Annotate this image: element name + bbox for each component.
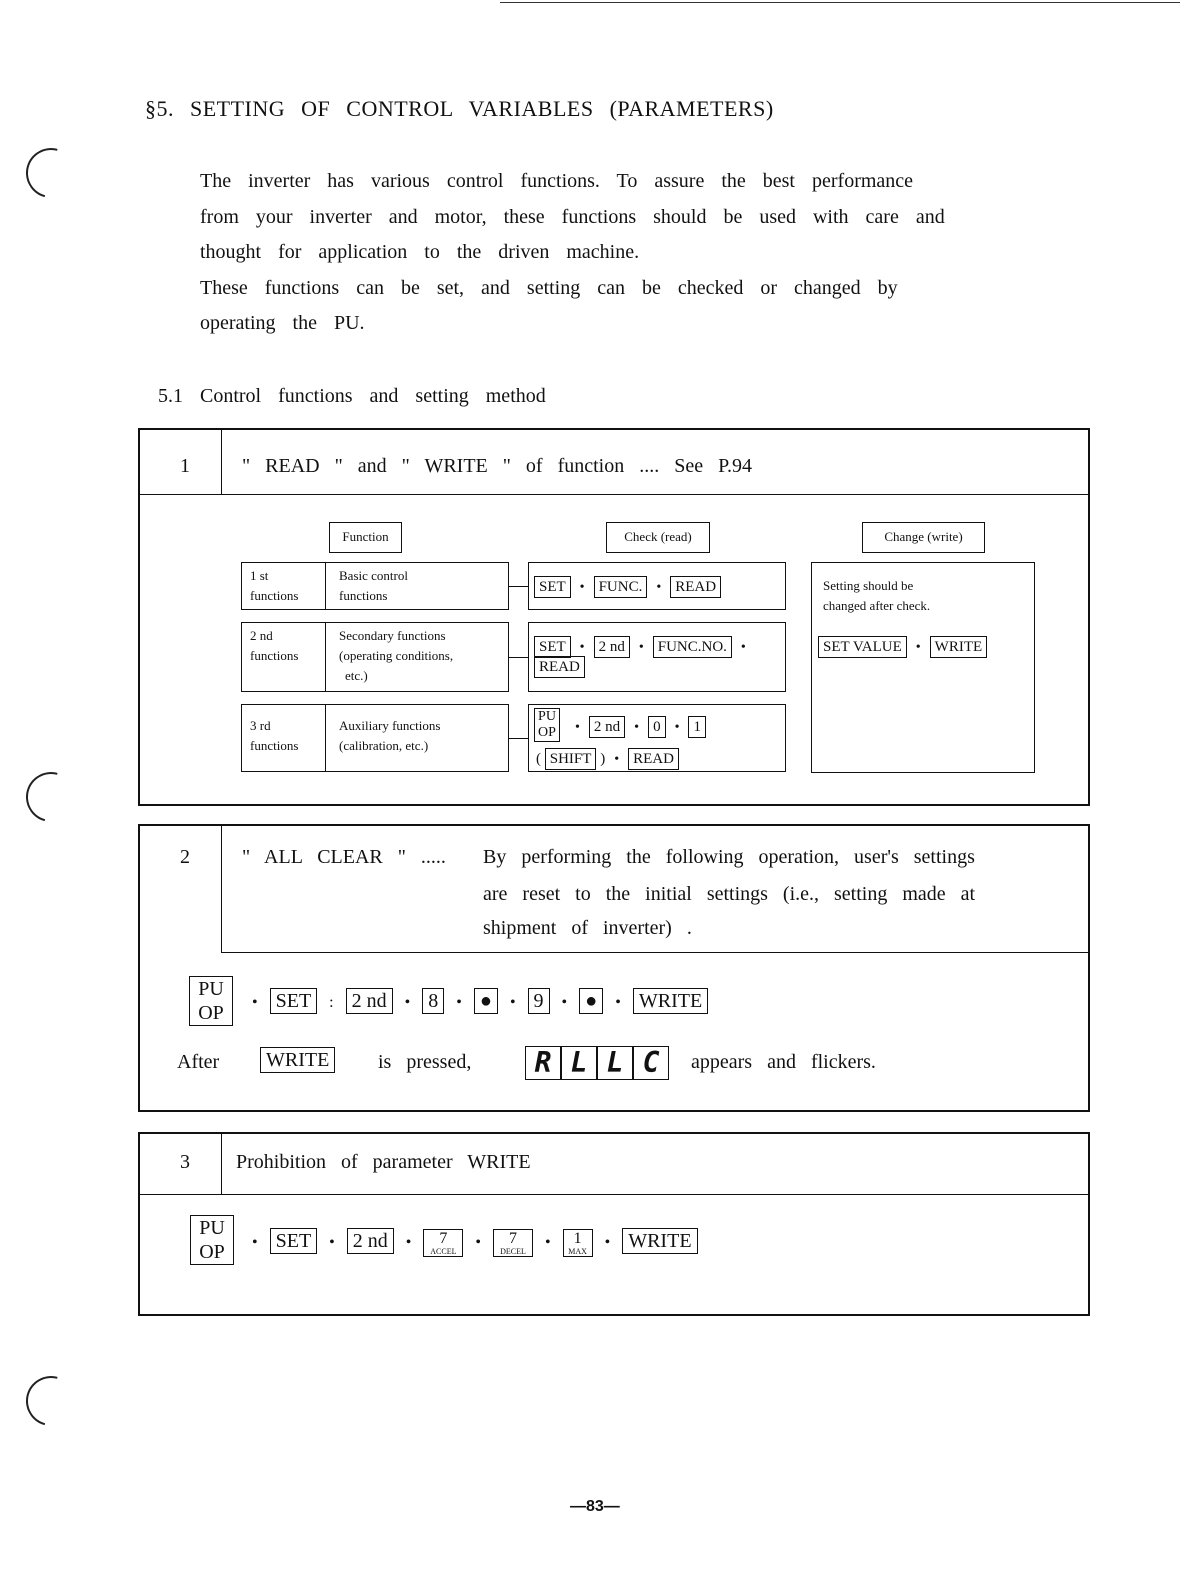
intro-line: operating the PU. xyxy=(200,312,365,334)
divider xyxy=(325,622,326,692)
top-rule xyxy=(500,2,1180,3)
subsection-title: 5.1 Control functions and setting method xyxy=(158,385,546,407)
set-value-key[interactable]: SET VALUE xyxy=(818,636,907,658)
intro-line: thought for application to the driven machine. xyxy=(200,241,640,263)
check-header-label: Check (read) xyxy=(606,522,710,553)
one-key[interactable]: 1 xyxy=(688,716,706,738)
write-prohibit-sequence: • SET • 2 nd • 7 ACCEL • 7 DECEL • 1 MAX • WRITE xyxy=(240,1228,698,1257)
check-sequence-2-cont xyxy=(534,656,585,678)
set-key[interactable]: SET xyxy=(270,1228,318,1254)
set-key[interactable]: SET xyxy=(534,576,571,598)
write-key[interactable]: WRITE xyxy=(930,636,987,658)
divider xyxy=(221,824,222,952)
divider xyxy=(221,428,222,494)
section-2-description: By performing the following operation, user's settings xyxy=(483,846,975,868)
section-3-title: Prohibition of parameter WRITE xyxy=(236,1151,531,1173)
read-key[interactable]: READ xyxy=(534,656,585,678)
check-sequence-2: SET • 2 nd • FUNC.NO. • xyxy=(534,636,755,658)
max-one-key[interactable]: 1 MAX xyxy=(563,1229,593,1257)
read-key[interactable]: READ xyxy=(628,748,679,770)
divider xyxy=(138,494,1090,495)
second-key[interactable]: 2 nd xyxy=(594,636,630,658)
page-number: —83— xyxy=(570,1498,620,1515)
connector xyxy=(509,657,528,658)
function-level: 2 nd functions xyxy=(250,628,299,663)
section-3-number: 3 xyxy=(180,1151,190,1173)
write-key[interactable]: WRITE xyxy=(622,1228,697,1254)
section-2-description: are reset to the initial settings (i.e., setting made at xyxy=(483,883,976,905)
section-2-title: " ALL CLEAR " ..... xyxy=(242,846,446,868)
pu-op-key[interactable]: PU OP xyxy=(189,976,233,1026)
point-key[interactable]: ● xyxy=(579,988,603,1014)
after-label: After xyxy=(177,1051,220,1073)
function-description: Auxiliary functions (calibration, etc.) xyxy=(339,718,441,753)
punch-hole-mark xyxy=(17,1367,85,1435)
divider xyxy=(221,952,1090,953)
set-key[interactable]: SET xyxy=(270,988,318,1014)
set-key[interactable]: SET xyxy=(534,636,571,658)
divider xyxy=(138,1194,1090,1195)
section-1-title: " READ " and " WRITE " of function .... See P.94 xyxy=(242,455,753,477)
func-no-key[interactable]: FUNC.NO. xyxy=(653,636,732,658)
write-key[interactable]: WRITE xyxy=(260,1047,335,1073)
section-heading: §5. SETTING OF CONTROL VARIABLES (PARAMETERS) xyxy=(145,96,774,121)
display-digit: C xyxy=(633,1046,669,1080)
punch-hole-mark xyxy=(17,763,85,831)
display-digit: R xyxy=(525,1046,561,1080)
eight-key[interactable]: 8 xyxy=(422,988,444,1014)
change-sequence: SET VALUE • WRITE xyxy=(818,636,987,658)
accel-seven-key[interactable]: 7 ACCEL xyxy=(423,1229,463,1257)
read-key[interactable]: READ xyxy=(670,576,721,598)
pu-op-key[interactable]: PU OP xyxy=(190,1215,234,1265)
punch-hole-mark xyxy=(17,139,85,207)
intro-line: These functions can be set, and setting can be checked or changed by xyxy=(200,277,898,299)
function-header-label: Function xyxy=(329,522,402,553)
function-level: 3 rd functions xyxy=(250,718,299,753)
second-key[interactable]: 2 nd xyxy=(347,1228,394,1254)
check-sequence-3: • 2 nd • 0 • 1 xyxy=(566,716,706,738)
section-2-number: 2 xyxy=(180,846,190,868)
display-digit: L xyxy=(597,1046,633,1080)
point-key[interactable]: ● xyxy=(474,988,498,1014)
zero-key[interactable]: 0 xyxy=(648,716,666,738)
change-header-label: Change (write) xyxy=(862,522,985,553)
check-sequence-3-cont: ( SHIFT ) • READ xyxy=(536,748,679,770)
nine-key[interactable]: 9 xyxy=(528,988,550,1014)
connector xyxy=(509,738,528,739)
pressed-label: is pressed, xyxy=(378,1051,472,1073)
intro-line: The inverter has various control functions. To assure the best performance xyxy=(200,170,914,192)
second-key[interactable]: 2 nd xyxy=(346,988,393,1014)
seven-segment-display xyxy=(525,1046,669,1080)
divider xyxy=(325,704,326,772)
function-description: Secondary functions (operating conditions, etc.) xyxy=(339,628,454,683)
all-clear-sequence: • SET : 2 nd • 8 • ● • 9 • ● • WRITE xyxy=(240,988,708,1014)
shift-key[interactable]: SHIFT xyxy=(545,748,597,770)
write-key[interactable]: WRITE xyxy=(633,988,708,1014)
display-digit: L xyxy=(561,1046,597,1080)
change-note: Setting should be changed after check. xyxy=(823,578,931,613)
appears-label: appears and flickers. xyxy=(691,1051,876,1073)
check-sequence-1: SET • FUNC. • READ xyxy=(534,576,721,598)
pu-op-key[interactable]: PU OP xyxy=(534,708,560,742)
func-key[interactable]: FUNC. xyxy=(594,576,648,598)
section-1-number: 1 xyxy=(180,455,190,477)
function-level: 1 st functions xyxy=(250,568,299,603)
connector xyxy=(509,586,528,587)
intro-line: from your inverter and motor, these functions should be used with care and xyxy=(200,206,945,228)
function-description: Basic control functions xyxy=(339,568,408,603)
section-2-description: shipment of inverter) . xyxy=(483,917,692,939)
decel-seven-key[interactable]: 7 DECEL xyxy=(493,1229,533,1257)
divider xyxy=(325,562,326,610)
divider xyxy=(221,1132,222,1194)
second-key[interactable]: 2 nd xyxy=(589,716,625,738)
write-key-ref xyxy=(260,1047,335,1073)
